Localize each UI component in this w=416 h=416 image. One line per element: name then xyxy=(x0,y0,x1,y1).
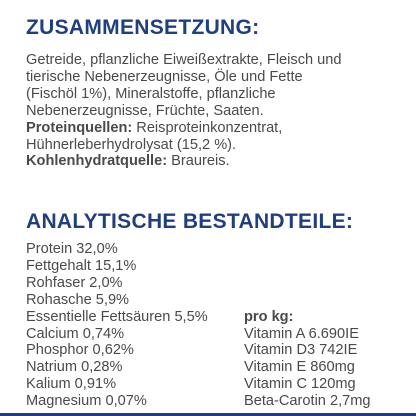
constituent-item: Rohfaser 2,0% xyxy=(26,274,123,291)
carb-source xyxy=(26,153,408,170)
per-kg-list xyxy=(244,309,371,410)
constituent-item: Protein 32,0% xyxy=(26,241,118,257)
composition-heading: ZUSAMMENSETZUNG: xyxy=(26,16,260,39)
constituents-list xyxy=(26,241,208,410)
vitamin-item: Vitamin E 860mg xyxy=(244,359,355,376)
vitamin-item: Beta-Carotin 2,7mg xyxy=(244,393,371,410)
composition-line: tierische Nebenerzeugnisse, Öle und Fette xyxy=(26,68,303,85)
composition-line: Nebenerzeugnisse, Früchte, Saaten. xyxy=(26,102,264,119)
carb-source-label: Kohlenhydratquelle: xyxy=(26,153,168,170)
composition-text xyxy=(26,52,408,170)
analysis-heading: ANALYTISCHE BESTANDTEILE: xyxy=(26,210,354,233)
vitamin-item: Vitamin C 120mg xyxy=(244,376,356,393)
constituent-item: Calcium 0,74% xyxy=(26,325,125,342)
per-kg-label: pro kg: xyxy=(244,308,294,325)
constituent-item: Essentielle Fettsäuren 5,5% xyxy=(26,308,208,325)
constituent-item: Phosphor 0,62% xyxy=(26,342,134,359)
composition-line: (Fischöl 1%), Mineralstoffe, pflanzliche xyxy=(26,85,276,102)
constituent-item: Kalium 0,91% xyxy=(26,376,117,393)
protein-sources-label: Proteinquellen: xyxy=(26,119,133,136)
vitamin-item: Vitamin A 6.690IE xyxy=(244,325,359,342)
carb-source-value: Braureis. xyxy=(167,153,230,170)
constituent-item: Rohasche 5,9% xyxy=(26,291,130,308)
constituent-item: Magnesium 0,07% xyxy=(26,393,147,410)
vitamin-item: Vitamin D3 742IE xyxy=(244,342,358,359)
protein-sources-value-2: Hühnerleberhydrolysat (15,2 %). xyxy=(26,136,237,153)
protein-sources-value: Reisproteinkonzentrat, xyxy=(132,119,283,136)
protein-sources xyxy=(26,120,408,137)
constituent-item: Fettgehalt 15,1% xyxy=(26,257,137,274)
constituent-item: Natrium 0,28% xyxy=(26,359,123,376)
composition-line: Getreide, pflanzliche Eiweißextrakte, Fleisch und xyxy=(26,52,342,68)
